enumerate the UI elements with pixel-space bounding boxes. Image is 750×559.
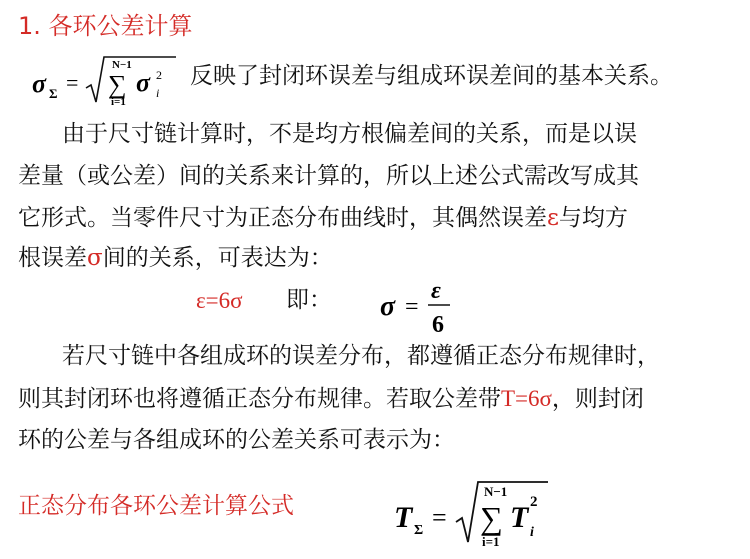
formula1-lhs-subscript: Σ <box>49 86 58 101</box>
formula1-sum-upper: N−1 <box>112 59 132 71</box>
formula2-lhs: T <box>394 501 413 534</box>
paragraph2-line2-start: 则其封闭环也将遵循正态分布规律。若取公差带 <box>18 386 501 412</box>
relation-sigma: σ <box>380 291 396 322</box>
paragraph2-line2-end: ，则封闭 <box>551 386 644 412</box>
paragraph2-line3: 环的公差与各组成环的公差关系可表示为： <box>18 427 455 453</box>
paragraph1-line3-start: 它形式。当零件尺寸为正态分布曲线时，其偶然误差 <box>18 205 547 231</box>
formula2-sum-icon: ∑ <box>480 500 503 536</box>
formula1-lhs: σ <box>32 69 47 98</box>
formula2-label: 正态分布各环公差计算公式 <box>18 493 294 519</box>
relation-equals: = <box>405 294 419 320</box>
formula2-sum-lower: i=1 <box>482 534 500 549</box>
relation-connector: 即： <box>286 287 332 313</box>
formula1-term-sup: 2 <box>156 68 162 82</box>
formula1-term: σ <box>136 68 151 97</box>
paragraph2-line2 <box>18 382 644 416</box>
section-title: 1. 各环公差计算 <box>18 12 193 40</box>
fraction-numerator: ε <box>431 278 441 304</box>
fraction-denominator: 6 <box>432 312 444 338</box>
formula1-description: 反映了封闭环误差与组成环误差间的基本关系。 <box>190 63 673 89</box>
paragraph2-line1: 若尺寸链中各组成环的误差分布，都遵循正态分布规律时， <box>62 343 660 369</box>
sigma-symbol: σ <box>87 245 103 271</box>
epsilon-relation: ε=6σ <box>196 288 243 313</box>
formula2-sum-upper: N−1 <box>484 484 508 499</box>
sigma-sum-formula <box>30 52 180 108</box>
paragraph1-line4-start: 根误差 <box>18 245 87 271</box>
sigma-fraction-formula <box>378 272 458 340</box>
formula1-equals: = <box>66 70 79 95</box>
paragraph1-line4-end: 间的关系，可表达为： <box>102 245 333 271</box>
paragraph1-line3 <box>18 202 628 235</box>
paragraph1-line1: 由于尺寸链计算时，不是均方根偏差间的关系，而是以误 <box>62 121 637 147</box>
epsilon-symbol: ε <box>547 205 559 231</box>
formula1-sum-icon: ∑ <box>108 70 127 99</box>
formula2-lhs-subscript: Σ <box>414 523 424 538</box>
paragraph1-line4 <box>18 242 333 275</box>
paragraph1-line2: 差量（或公差）间的关系来计算的，所以上述公式需改写成其 <box>18 163 639 189</box>
formula2-term-sub: i <box>530 525 534 540</box>
tolerance-sum-formula <box>392 476 552 552</box>
formula2-equals: = <box>432 503 447 532</box>
formula1-sum-lower: i=1 <box>111 96 126 108</box>
formula1-term-sub: i <box>156 86 160 100</box>
paragraph1-line3-end: 与均方 <box>558 205 628 231</box>
formula2-term-sup: 2 <box>530 494 538 510</box>
tolerance-band-highlight: T=6σ <box>501 386 552 411</box>
formula2-term: T <box>510 501 529 534</box>
